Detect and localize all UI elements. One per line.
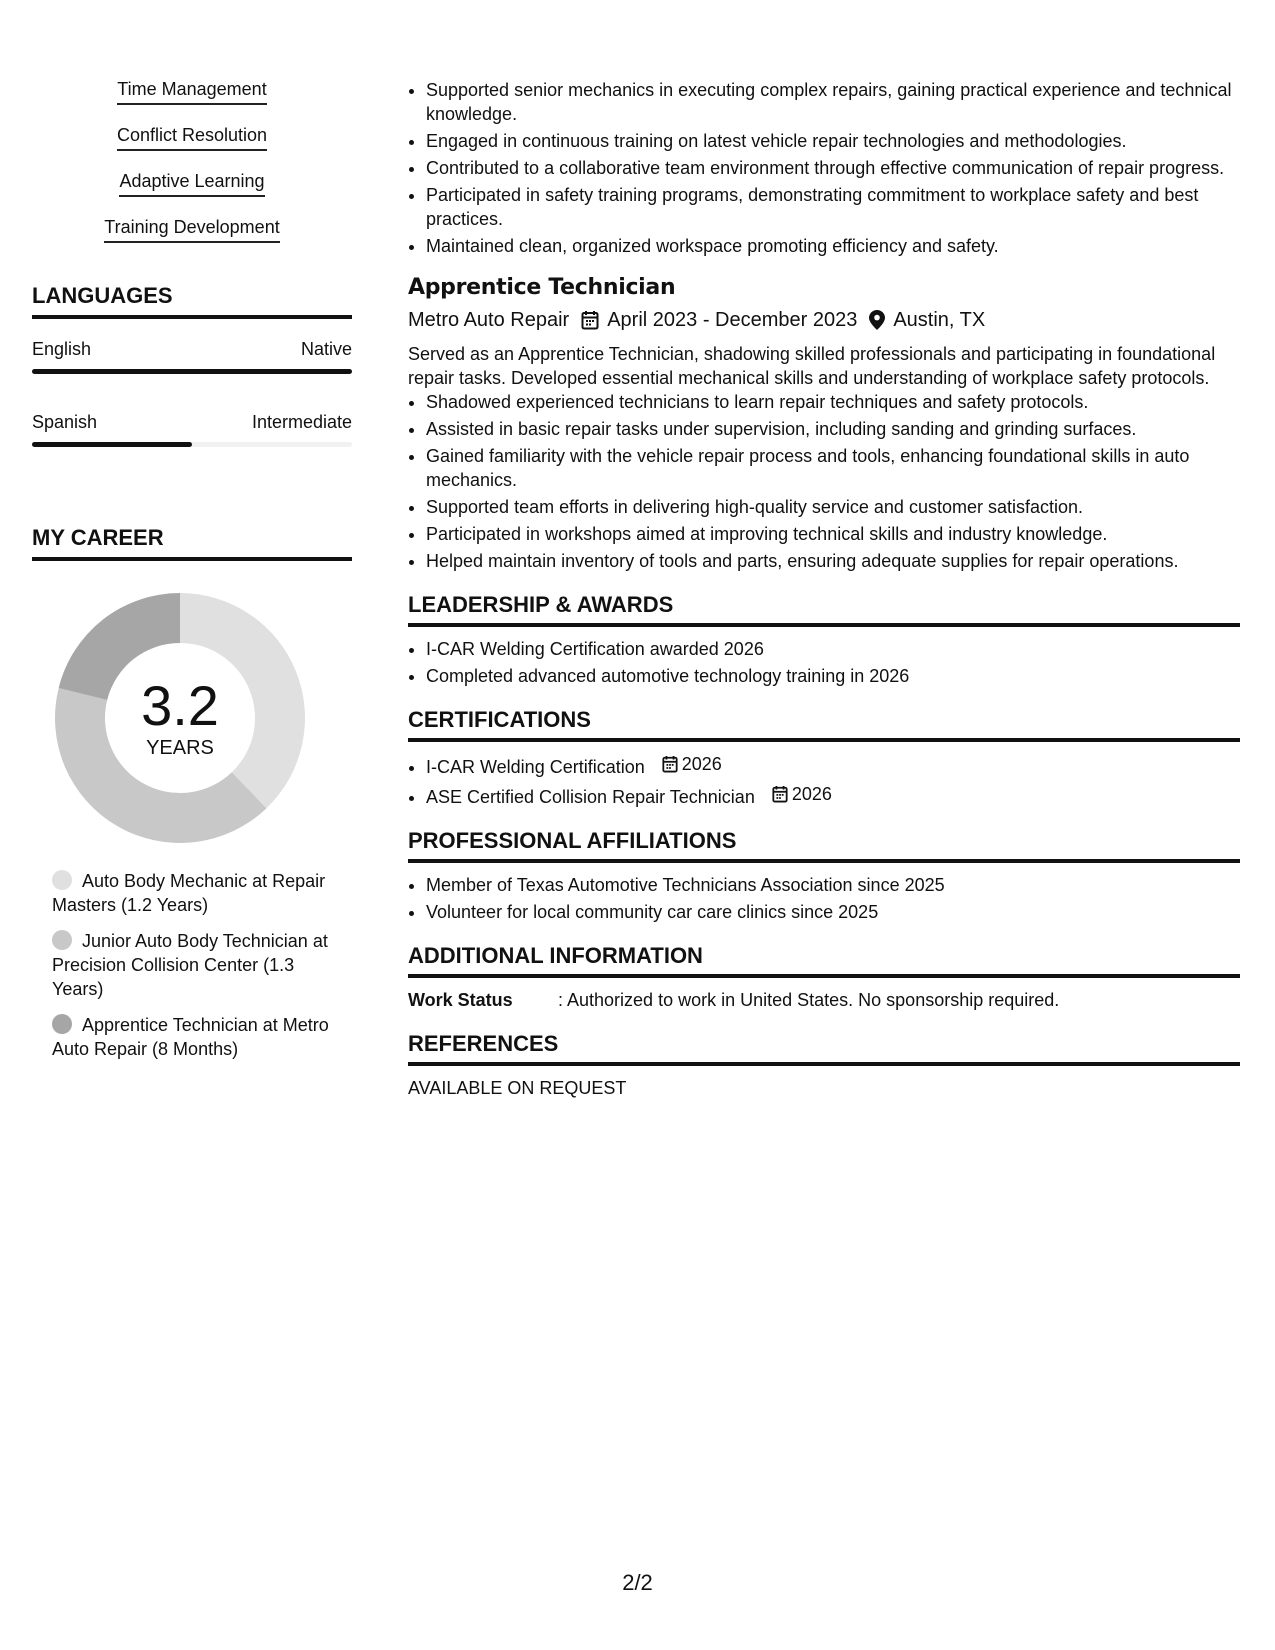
references-title: REFERENCES: [408, 1030, 1240, 1066]
previous-job-bullets: [408, 78, 1240, 258]
right-column: [408, 78, 1240, 1100]
job-bullets: [408, 390, 1240, 573]
legend-item: Junior Auto Body Technician at Precision Collision Center (1.3 Years): [52, 931, 328, 999]
language-level: Intermediate: [251, 412, 352, 432]
language-level-fill: [32, 442, 192, 447]
legend-item: Auto Body Mechanic at Repair Masters (1.2 Years): [52, 871, 326, 915]
legend-item: Apprentice Technician at Metro Auto Repair (8 Months): [52, 1015, 329, 1059]
references-text: AVAILABLE ON REQUEST: [408, 1078, 627, 1098]
certification-item: • ASE Certified Collision Repair Technician 2026: [426, 782, 1240, 809]
job-location: Austin, TX: [893, 309, 986, 331]
language-level-fill: [32, 369, 352, 374]
skill-item: Adaptive Learning: [32, 170, 352, 197]
bullet-item: • Supported team efforts in delivering high-quality service and customer satisfaction.: [426, 495, 1240, 519]
skill-item: Time Management: [32, 78, 352, 105]
bullet-item: • Gained familiarity with the vehicle repair process and tools, enhancing foundational skills in auto mechanics.: [426, 444, 1240, 492]
career-years-unit: YEARS: [146, 737, 214, 759]
bullet-item: • Engaged in continuous training on latest vehicle repair technologies and methodologies.: [426, 129, 1240, 153]
affiliations-section: [408, 827, 1240, 924]
calendar-icon: [581, 310, 599, 330]
skills-list: [32, 78, 352, 243]
leadership-section: [408, 591, 1240, 688]
language-level-bar: [32, 369, 352, 374]
legend-swatch: [52, 930, 72, 950]
skill-item: Conflict Resolution: [32, 124, 352, 151]
career-legend: [52, 869, 337, 1061]
career-total-years: 3.2: [141, 674, 219, 737]
references-section: [408, 1030, 1240, 1100]
bullet-item: • I-CAR Welding Certification awarded 2026: [426, 637, 1240, 661]
certifications-title: CERTIFICATIONS: [408, 706, 1240, 742]
bullet-item: • Supported senior mechanics in executing complex repairs, gaining practical experience and technical knowledge.: [426, 78, 1240, 126]
bullet-item: • Helped maintain inventory of tools and parts, ensuring adequate supplies for repair operations.: [426, 549, 1240, 573]
bullet-item: • Participated in safety training programs, demonstrating commitment to workplace safety and best practices.: [426, 183, 1240, 231]
language-name: English: [32, 339, 92, 359]
certifications-section: [408, 706, 1240, 809]
bullet-item: • Participated in workshops aimed at improving technical skills and industry knowledge.: [426, 522, 1240, 546]
experience-entry: [408, 274, 1240, 573]
language-item: [32, 337, 352, 374]
affiliations-title: PROFESSIONAL AFFILIATIONS: [408, 827, 1240, 863]
career-section: [32, 525, 352, 1061]
job-meta: [408, 306, 1240, 334]
job-company: Metro Auto Repair: [408, 309, 570, 331]
legend-swatch: [52, 870, 72, 890]
legend-swatch: [52, 1014, 72, 1034]
certification-year: 2026: [791, 784, 832, 804]
bullet-item: • Assisted in basic repair tasks under supervision, including sanding and grinding surfaces.: [426, 417, 1240, 441]
bullet-item: • Member of Texas Automotive Technicians Association since 2025: [426, 873, 1240, 897]
languages-section: [32, 283, 352, 447]
language-level: Native: [300, 339, 352, 359]
skill-item: Training Development: [32, 216, 352, 243]
language-item: [32, 410, 352, 447]
job-description: Served as an Apprentice Technician, shadowing skilled professionals and participating in foundational repair tasks. Developed essential mechanical skills and understanding of workplace safety protocols.: [408, 344, 1216, 388]
bullet-item: • Contributed to a collaborative team environment through effective communication of repair progress.: [426, 156, 1240, 180]
certification-item: • I-CAR Welding Certification 2026: [426, 752, 1240, 779]
additional-info-title: ADDITIONAL INFORMATION: [408, 942, 1240, 978]
calendar-icon: [772, 785, 788, 803]
languages-title: LANGUAGES: [32, 283, 352, 319]
bullet-item: • Volunteer for local community car care clinics since 2025: [426, 900, 1240, 924]
work-status-label: Work Status: [408, 990, 513, 1010]
bullet-item: • Shadowed experienced technicians to learn repair techniques and safety protocols.: [426, 390, 1240, 414]
location-pin-icon: [869, 310, 885, 330]
leadership-title: LEADERSHIP & AWARDS: [408, 591, 1240, 627]
page-number: 2/2: [622, 1570, 653, 1595]
job-dates: April 2023 - December 2023: [607, 309, 858, 331]
career-title: MY CAREER: [32, 525, 352, 561]
left-column: [32, 78, 352, 1073]
additional-info-section: [408, 942, 1240, 1012]
bullet-item: • Maintained clean, organized workspace promoting efficiency and safety.: [426, 234, 1240, 258]
calendar-icon: [662, 755, 678, 773]
certification-year: 2026: [681, 754, 722, 774]
language-level-bar: [32, 442, 352, 447]
job-title: Apprentice Technician: [408, 275, 676, 300]
work-status-value: : Authorized to work in United States. No sponsorship required.: [558, 990, 1060, 1010]
bullet-item: • Completed advanced automotive technology training in 2026: [426, 664, 1240, 688]
career-donut-chart: [55, 593, 305, 843]
language-name: Spanish: [32, 412, 98, 432]
